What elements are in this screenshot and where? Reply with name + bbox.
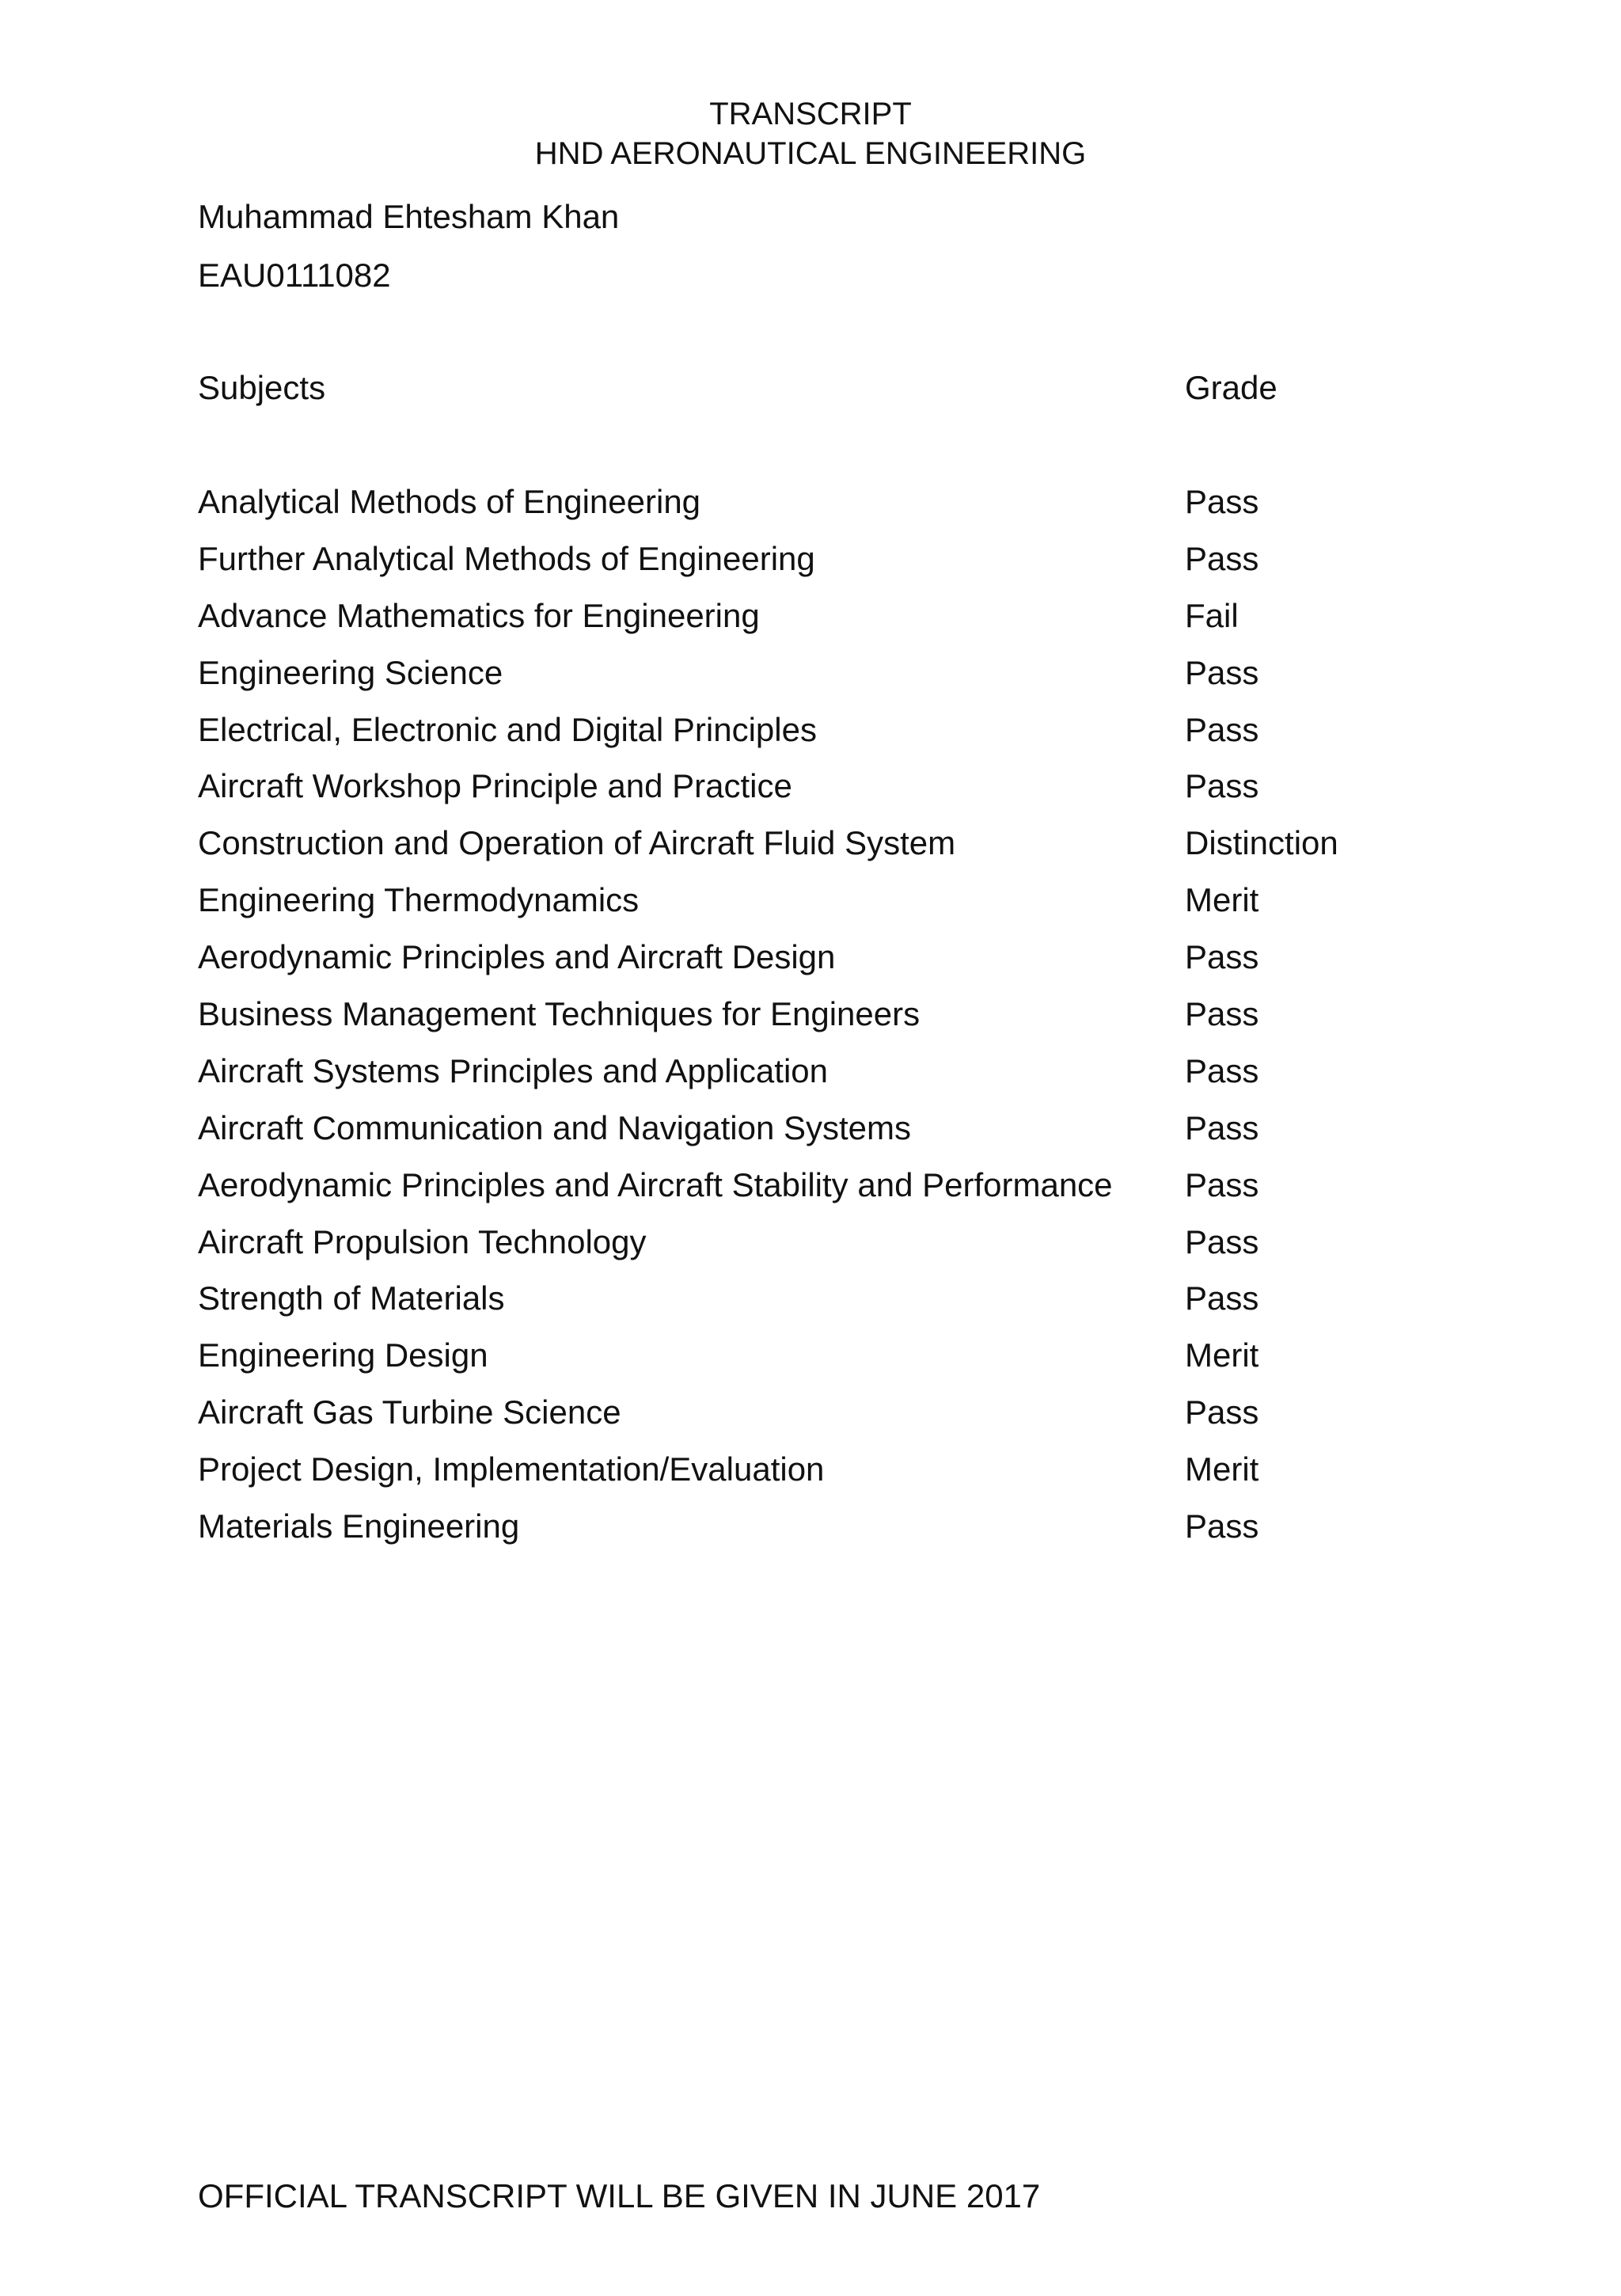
table-row bbox=[198, 1506, 1433, 1563]
subject-grade: Merit bbox=[1185, 881, 1259, 919]
subject-grade: Pass bbox=[1185, 653, 1259, 691]
student-name: Muhammad Ehtesham Khan bbox=[198, 198, 620, 235]
subject-grade: Pass bbox=[1185, 1507, 1259, 1545]
subject-name: Advance Mathematics for Engineering bbox=[198, 596, 760, 634]
subject-name: Electrical, Electronic and Digital Principles bbox=[198, 710, 817, 748]
subject-grade: Pass bbox=[1185, 710, 1259, 748]
footer-note: OFFICIAL TRANSCRIPT WILL BE GIVEN IN JUNE 2017 bbox=[198, 2177, 1041, 2214]
subject-name: Aircraft Communication and Navigation Systems bbox=[198, 1108, 912, 1146]
table-row bbox=[198, 538, 1433, 595]
table-row bbox=[198, 709, 1433, 766]
table-row bbox=[198, 994, 1433, 1051]
table-row bbox=[198, 595, 1433, 652]
subjects-column-header: Subjects bbox=[198, 369, 326, 406]
grades-table bbox=[198, 481, 1433, 1563]
subject-name: Aircraft Workshop Principle and Practice bbox=[198, 767, 792, 805]
table-row bbox=[198, 1108, 1433, 1165]
table-row bbox=[198, 1222, 1433, 1279]
subject-name: Analytical Methods of Engineering bbox=[198, 483, 701, 520]
student-id: EAU0111082 bbox=[198, 257, 391, 294]
subject-name: Engineering Science bbox=[198, 653, 503, 691]
subject-name: Project Design, Implementation/Evaluation bbox=[198, 1450, 825, 1488]
program-title: HND AERONAUTICAL ENGINEERING bbox=[534, 136, 1087, 171]
subject-grade: Pass bbox=[1185, 1279, 1259, 1317]
subject-name: Aircraft Systems Principles and Application bbox=[198, 1051, 829, 1089]
subject-name: Business Management Techniques for Engineers bbox=[198, 995, 921, 1033]
subject-name: Strength of Materials bbox=[198, 1279, 505, 1317]
table-row bbox=[198, 1335, 1433, 1392]
table-row bbox=[198, 652, 1433, 709]
table-row bbox=[198, 937, 1433, 994]
subject-name: Aerodynamic Principles and Aircraft Stability and Performance bbox=[198, 1165, 1113, 1203]
subject-name: Materials Engineering bbox=[198, 1507, 520, 1545]
subject-grade: Pass bbox=[1185, 767, 1259, 805]
table-row bbox=[198, 481, 1433, 538]
table-row bbox=[198, 1051, 1433, 1108]
table-row bbox=[198, 1392, 1433, 1449]
subject-grade: Pass bbox=[1185, 1051, 1259, 1089]
table-row bbox=[198, 1165, 1433, 1222]
subject-name: Aerodynamic Principles and Aircraft Design bbox=[198, 938, 836, 976]
table-row bbox=[198, 1449, 1433, 1506]
table-row bbox=[198, 823, 1433, 880]
subject-name: Aircraft Propulsion Technology bbox=[198, 1222, 647, 1260]
subject-name: Construction and Operation of Aircraft Fluid System bbox=[198, 824, 956, 862]
subject-grade: Fail bbox=[1185, 596, 1239, 634]
subject-name: Engineering Thermodynamics bbox=[198, 881, 640, 919]
subject-grade: Distinction bbox=[1185, 824, 1338, 862]
subject-grade: Pass bbox=[1185, 938, 1259, 976]
subject-name: Aircraft Gas Turbine Science bbox=[198, 1393, 621, 1431]
subject-grade: Merit bbox=[1185, 1336, 1259, 1374]
table-row bbox=[198, 1278, 1433, 1335]
subject-name: Further Analytical Methods of Engineering bbox=[198, 539, 815, 577]
subject-grade: Pass bbox=[1185, 1222, 1259, 1260]
table-row bbox=[198, 766, 1433, 823]
subject-grade: Pass bbox=[1185, 1165, 1259, 1203]
subject-grade: Pass bbox=[1185, 1393, 1259, 1431]
subject-grade: Pass bbox=[1185, 1108, 1259, 1146]
page-title: TRANSCRIPT bbox=[709, 97, 912, 131]
subject-grade: Pass bbox=[1185, 539, 1259, 577]
grade-column-header: Grade bbox=[1185, 369, 1277, 406]
subject-name: Engineering Design bbox=[198, 1336, 488, 1374]
subject-grade: Pass bbox=[1185, 995, 1259, 1033]
table-row bbox=[198, 880, 1433, 937]
subject-grade: Merit bbox=[1185, 1450, 1259, 1488]
subject-grade: Pass bbox=[1185, 483, 1259, 520]
